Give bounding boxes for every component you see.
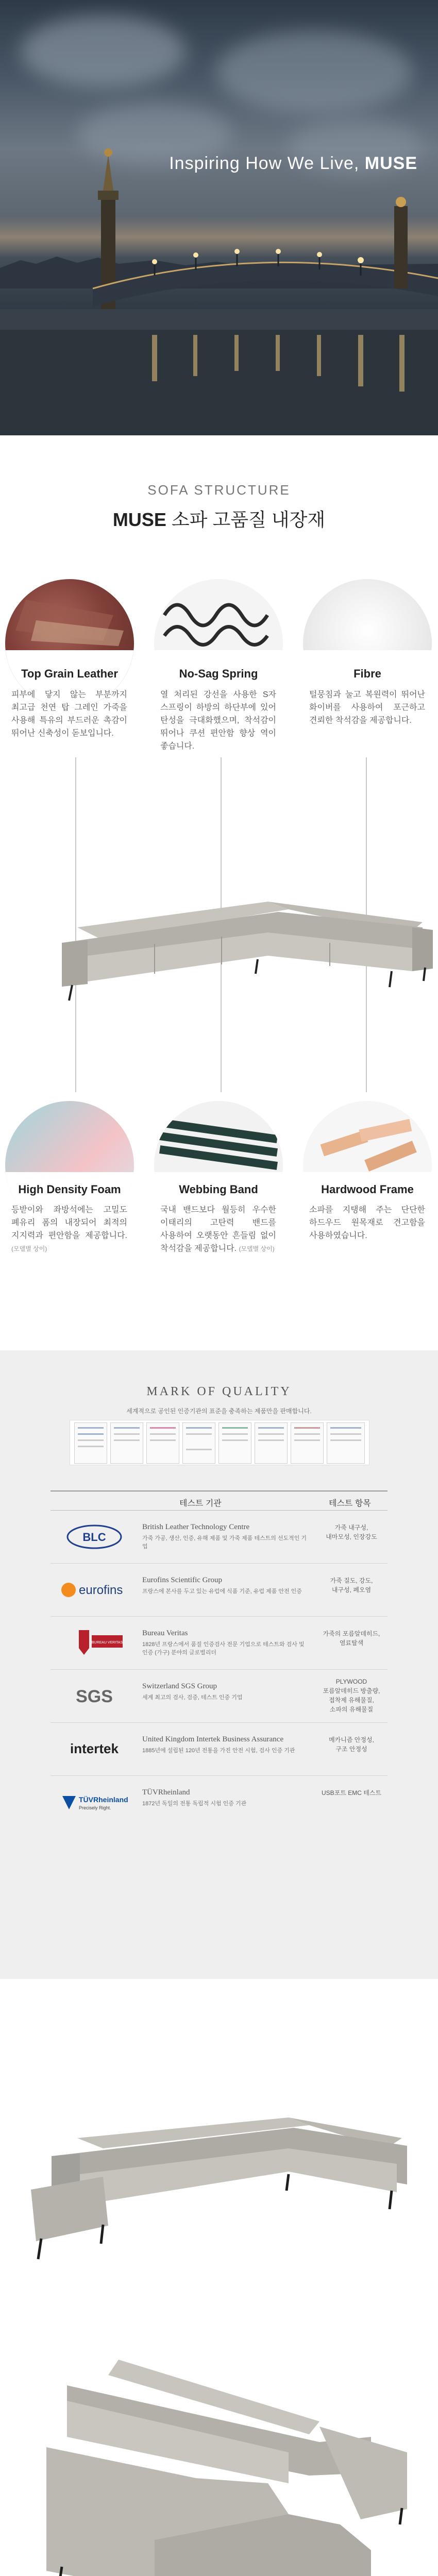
material-desc-fibre: 털뭉침과 눌고 복원력이 뛰어난 화이버를 사용하여 포근하고 견뢰한 착석감을 제공합니다. — [309, 690, 425, 725]
certificate-document — [110, 1422, 143, 1464]
sofa-structure-photo — [0, 866, 438, 1030]
material-note-webbing: (모델별 상이) — [239, 1245, 275, 1252]
org-desc: 세계 최고의 검사, 검증, 테스트 인증 기업 — [142, 1694, 243, 1701]
intertek-logo-text: intertek — [70, 1741, 119, 1756]
material-title-hardwood: Hardwood Frame — [321, 1183, 414, 1196]
certificate-document — [182, 1422, 215, 1464]
org-desc: 1885년에 설립된 120년 전통을 가진 안전 시험, 검사 인증 기관 — [142, 1748, 295, 1754]
column-header-org: 테스트 기관 — [179, 1499, 222, 1508]
structure-subtitle: SOFA STRUCTURE — [147, 482, 291, 498]
material-title-leather: Top Grain Leather — [21, 667, 118, 680]
org-name: British Leather Technology Centre — [142, 1523, 250, 1531]
material-title-fibre: Fibre — [353, 667, 381, 680]
intertek-logo — [56, 1723, 133, 1775]
tuv-logo-text: TÜVRheinland — [79, 1795, 128, 1804]
quality-table-header — [50, 1490, 388, 1511]
eurofins-logo-text: eurofins — [79, 1583, 123, 1597]
org-name: Bureau Veritas — [142, 1629, 188, 1637]
material-note-foam: (모델별 상이) — [11, 1245, 47, 1252]
bureau-veritas-logo — [56, 1617, 133, 1669]
sofa-photo-angle — [0, 2303, 438, 2576]
bridge-illustration — [0, 0, 438, 435]
org-desc: 1828년 프랑스에서 품질 인증검사 전문 기업으로 테스트와 검사 및 인증 (가구) 분야의 글로벌리더 — [142, 1641, 305, 1656]
org-desc: 가죽 가공, 생산, 인증, 유해 제품 및 가죽 제품 테스트의 선도적인 기업 — [142, 1535, 307, 1550]
material-title-foam: High Density Foam — [18, 1183, 121, 1196]
structure-title-text: 소파 고품질 내장재 — [171, 509, 326, 530]
material-title-webbing: Webbing Band — [179, 1183, 258, 1196]
blc-logo-text: BLC — [82, 1531, 106, 1544]
blc-logo — [56, 1511, 133, 1563]
material-desc-hardwood: 소파를 지탱해 주는 단단한 하드우드 원목재로 견고함을 사용하였습니다. — [309, 1206, 425, 1240]
material-desc-foam — [11, 1204, 127, 1256]
sgs-logo-text: SGS — [76, 1687, 113, 1706]
table-row — [50, 1776, 388, 1828]
sgs-logo — [56, 1670, 133, 1722]
org-name: TÜVRheinland — [142, 1788, 190, 1797]
structure-title — [0, 505, 438, 532]
quality-table — [50, 1490, 388, 1828]
material-desc-leather: 피부에 닿지 않는 부분까지 최고급 천연 탑 그레인 가죽을 사용해 특유의 부드러운 촉감이 뛰어난 신축성이 돋보입니다. — [11, 690, 127, 738]
org-name: Eurofins Scientific Group — [142, 1576, 222, 1584]
hero-tagline — [169, 154, 417, 174]
structure-title-brand: MUSE — [112, 509, 166, 530]
table-row — [50, 1617, 388, 1670]
table-row — [50, 1564, 388, 1617]
certificate-document — [74, 1422, 107, 1464]
sofa-photo-front — [0, 2071, 438, 2287]
eurofins-logo — [56, 1564, 133, 1616]
tagline-text: Inspiring How We Live, — [169, 154, 365, 173]
org-name: United Kingdom Intertek Business Assurance — [142, 1735, 284, 1743]
org-desc: 1872년 독일의 전통 독립적 시험 인증 기관 — [142, 1801, 247, 1807]
table-row — [50, 1723, 388, 1776]
quality-subtitle: 세계적으로 공인된 인증기관의 표준을 충족하는 제품만을 판매합니다. — [126, 1408, 312, 1415]
column-header-items: 테스트 항목 — [329, 1499, 371, 1508]
certificate-document — [218, 1422, 251, 1464]
test-items: PLYWOOD 포름알데히드 방출량, 접착제 유해물질, 소파의 유해물질 — [323, 1678, 380, 1713]
test-items: 가죽 질도, 강도, 내구성, 폐오염 — [330, 1577, 373, 1594]
test-items: 가죽 내구성, 내마모성, 인장강도 — [326, 1524, 377, 1540]
material-desc-webbing-text: 국내 밴드보다 월등히 우수한 이태리의 고탄력 밴드를 사용하여 오랫동안 흔들림 없이 착석감을 제공합니다. — [160, 1206, 276, 1253]
material-title-spring: No-Sag Spring — [179, 667, 258, 680]
certificate-document — [327, 1422, 365, 1464]
material-desc-spring: 열 처리된 강선을 사용한 S자 스프링이 하방의 하단부에 있어 탄성을 극대화했으며, 착석감이 뛰어나 쿠션 편안함 향상 역이 좋습니다. — [160, 690, 276, 751]
tagline-brand: MUSE — [364, 154, 417, 173]
quality-title: MARK OF QUALITY — [146, 1385, 292, 1398]
test-items: 메카니즘 안정성, 구조 안정성 — [329, 1736, 374, 1753]
tuv-rheinland-logo — [56, 1776, 133, 1828]
table-row — [50, 1511, 388, 1564]
certificate-document — [146, 1422, 179, 1464]
table-row — [50, 1670, 388, 1723]
hero-banner — [0, 0, 438, 435]
certificate-document — [291, 1422, 324, 1464]
material-desc-webbing — [160, 1204, 276, 1256]
certificate-strip — [70, 1420, 369, 1465]
org-desc: 프랑스에 본사를 두고 있는 유럽에 식품 기준, 유럽 제품 안전 인증 — [142, 1588, 302, 1595]
org-name: Switzerland SGS Group — [142, 1682, 217, 1690]
certificate-document — [255, 1422, 288, 1464]
test-items: USB포트 EMC 테스트 — [322, 1789, 381, 1797]
tuv-logo-sub: Precisely Right. — [79, 1805, 111, 1810]
bureau-veritas-logo-text: BUREAU VERITAS — [91, 1641, 123, 1645]
test-items: 가죽의 포름알데히드, 염료탈색 — [323, 1630, 380, 1647]
material-desc-foam-text: 등받이와 좌방석에는 고밀도 폐유리 폼의 내장되어 최적의 지지력과 편안함을 제공합니다. — [11, 1206, 127, 1240]
